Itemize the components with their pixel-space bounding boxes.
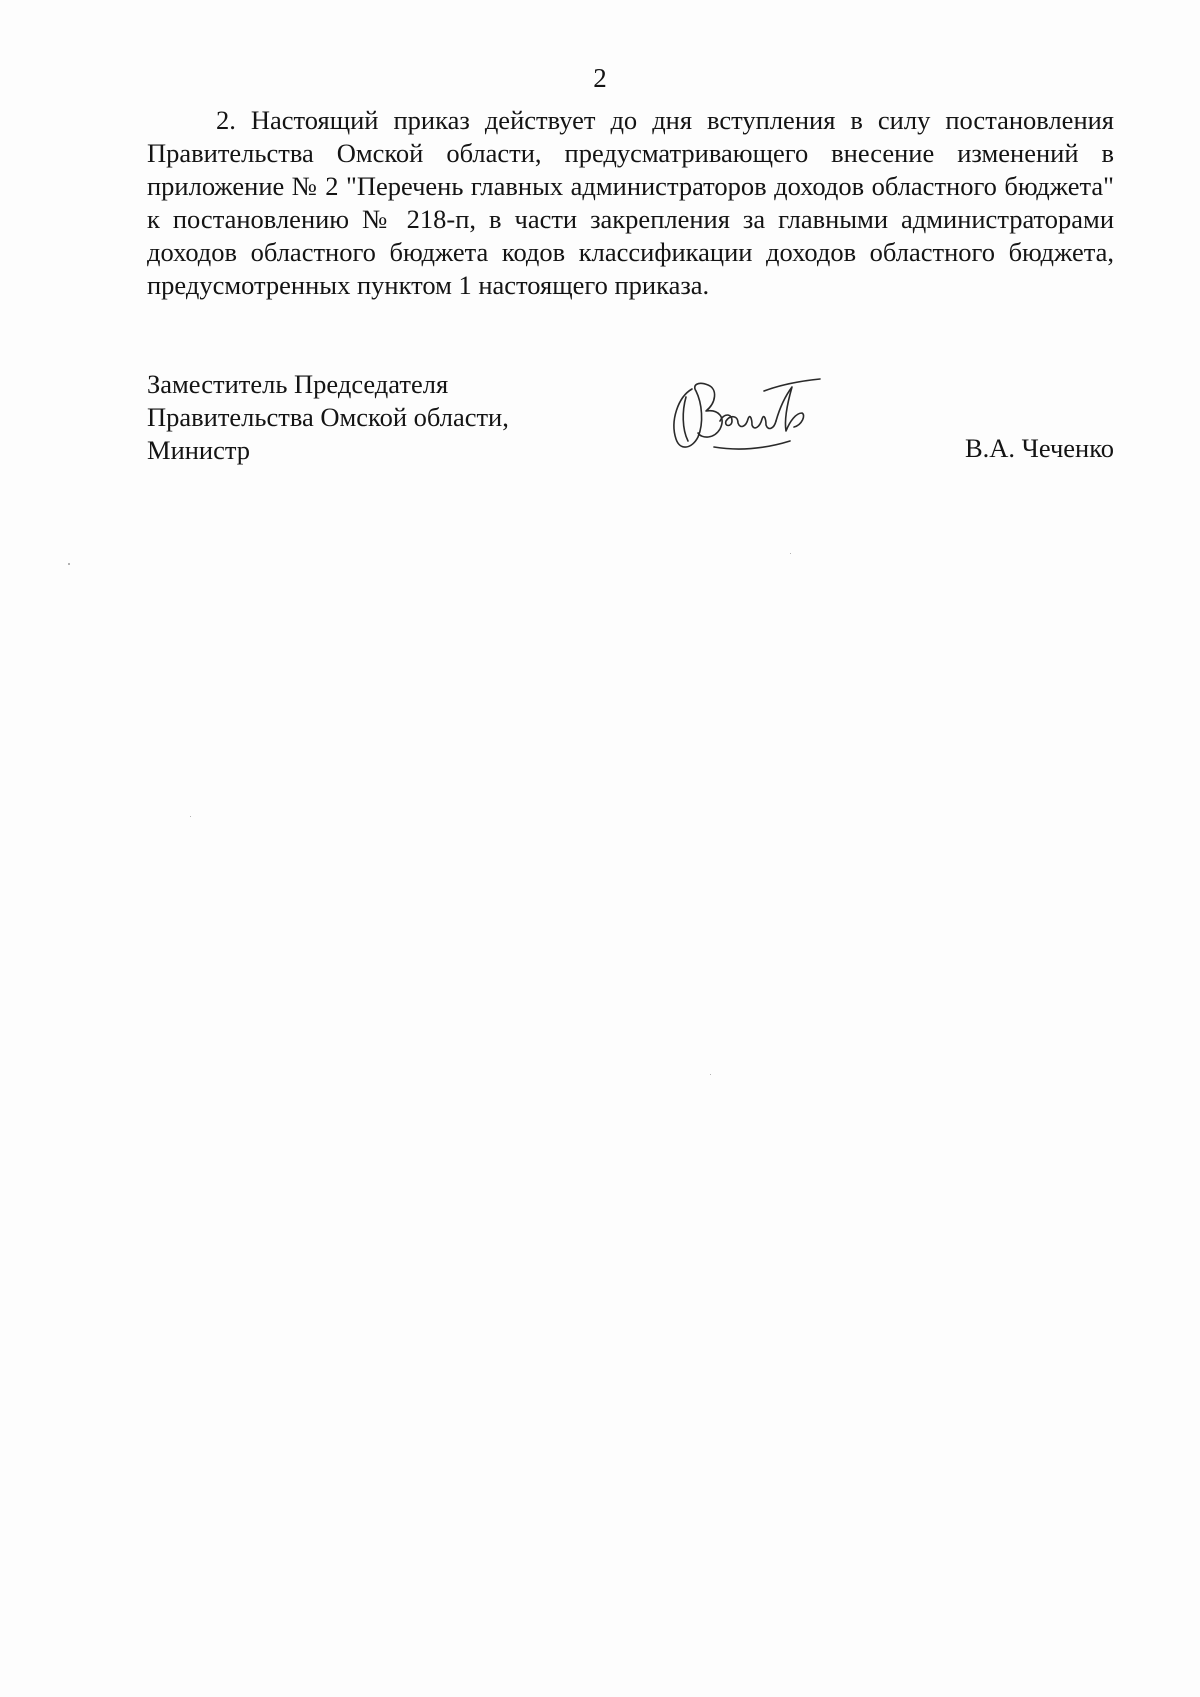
- position-line-3: Министр: [147, 435, 251, 465]
- paragraph-clause-2: 2. Настоящий приказ действует до дня вступления в силу постановления Правительства Омской области, предусматривающего внесение изменений в приложение № 2 "Перечень главных администраторов доходов областного бюджета" к постановлению № 218-п, в части закрепления за главными администраторами доходов областного бюджета кодов классификации доходов областного бюджета, предусмотренных пунктом 1 настоящего приказа.: [147, 105, 1114, 300]
- scan-speck: [68, 563, 70, 565]
- signatory-position: [147, 368, 509, 467]
- scan-speck: [190, 816, 191, 817]
- handwritten-signature-icon: [668, 377, 828, 459]
- position-line-2: Правительства Омской области,: [147, 402, 509, 432]
- signer-name: В.А. Чеченко: [964, 433, 1114, 463]
- position-line-1: Заместитель Председателя: [147, 369, 449, 399]
- scan-speck: [710, 1074, 711, 1075]
- scan-speck: [790, 553, 791, 554]
- page-number: 2: [593, 63, 607, 93]
